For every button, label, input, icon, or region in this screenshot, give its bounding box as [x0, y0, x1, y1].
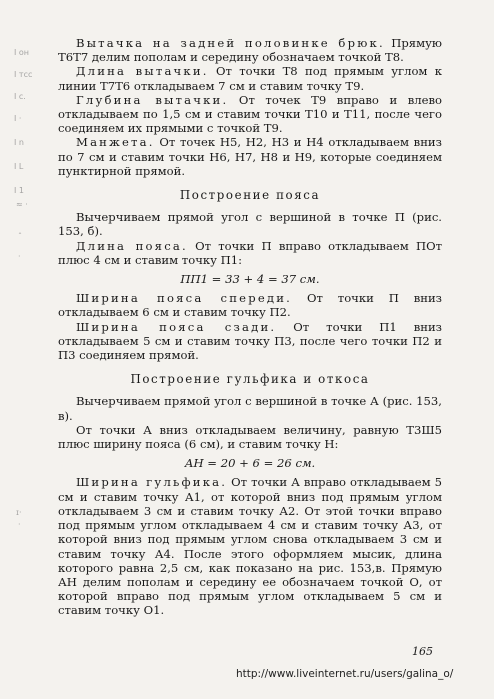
paragraph-fly-width	[58, 475, 442, 617]
paragraph-text: От точки П1 вниз откладываем 5 см и ставим точку П3, после чего точки П2 и П3 соединяем прямой.	[58, 319, 443, 363]
paragraph-text: От точки П вниз откладываем 6 см и ставим точку П2.	[58, 291, 442, 320]
paragraph-lead: Ширина пояса спереди.	[76, 291, 293, 306]
paragraph-text: От точки П вправо откладываем ПОт плюс 4 см и ставим точку П1:	[58, 238, 442, 267]
watermark-url: http://www.liveinternet.ru/users/galina_o/	[236, 668, 454, 680]
margin-mark: I он	[14, 48, 30, 57]
page-number: 165	[412, 645, 433, 658]
margin-mark: ≈ ·	[16, 200, 28, 209]
paragraph-text: От точки А вниз откладываем величину, равную T3Ш5 плюс ширину пояса (6 см), и ставим точку Н:	[58, 422, 442, 452]
paragraph-belt-back-width	[58, 320, 442, 363]
formula-fly-length: АН = 20 + 6 = 26 см.	[184, 456, 316, 471]
paragraph-lead: Длина пояса.	[76, 238, 188, 253]
paragraph-text: Вычерчиваем прямой угол с вершиной в точке П (рис. 153, б).	[58, 210, 442, 239]
paragraph-dart-depth	[58, 93, 442, 136]
paragraph-lead: Глубина вытачки.	[76, 92, 229, 107]
margin-mark: ˆ	[18, 232, 22, 241]
paragraph-fly-down	[58, 423, 442, 451]
margin-mark: I n	[14, 138, 24, 147]
section-heading-fly: Построение гульфика и откоса	[130, 372, 370, 387]
paragraph-text: Прямую T6T7 делим пополам и середину обозначаем точкой T8.	[58, 36, 443, 65]
page-body	[58, 36, 442, 618]
paragraph-lead: Ширина пояса сзади.	[76, 319, 277, 334]
margin-mark: ·	[18, 520, 21, 529]
paragraph-text: Вычерчиваем прямой угол с вершиной в точке А (рис. 153, в).	[58, 394, 442, 423]
paragraph-belt-length	[58, 239, 442, 267]
paragraph-text: От точек T9 вправо и влево откладываем по 1,5 см и ставим точки T10 и T11, после чего соединяем их прямыми с точкой T9.	[58, 92, 443, 136]
formula-belt-length: ПП1 = 33 + 4 = 37 см.	[180, 272, 320, 287]
paragraph-belt-angle	[58, 210, 442, 238]
paragraph-text: От точек H5, H2, H3 и H4 откладываем вниз по 7 см и ставим точки H6, H7, H8 и H9, которые соединяем пунктирной прямой.	[58, 135, 442, 178]
paragraph-text: От точки А вправо откладываем 5 см и ставим точку А1, от которой вниз под прямым углом откладываем 3 см и ставим точку А2. От этой точки вправо под прямым углом откладываем 4 см и ставим точку А3, от которой вниз под прямым углом снова откладываем 3 см и ставим точку А4. После этого оформляем мысик, длина которого равна 2,5 см, как показано на рис. 153,в. Прямую АН делим пополам и середину ее обозначаем точкой О, от которой вправо под прямым углом откладываем 5 см и ставим точку О1.	[58, 475, 442, 618]
paragraph-lead: Длина вытачки.	[76, 64, 209, 79]
paragraph-lead: Манжета.	[76, 135, 155, 150]
margin-mark: I L	[14, 162, 24, 171]
margin-mark: ·	[18, 252, 21, 261]
margin-mark: I 1	[14, 186, 24, 195]
paragraph-lead: Вытачка на задней половинке брюк.	[76, 36, 385, 50]
paragraph-fly-angle	[58, 394, 442, 422]
paragraph-cuff	[58, 135, 442, 178]
paragraph-text: От точки T8 под прямым углом к линии T7T6 откладываем 7 см и ставим точку T9.	[58, 64, 443, 93]
margin-mark: I тсс	[14, 70, 33, 79]
paragraph-lead: Ширина гульфика.	[76, 475, 228, 490]
margin-mark: I с.	[14, 92, 26, 101]
paragraph-belt-front-width	[58, 291, 442, 319]
margin-mark: I ·	[14, 114, 22, 123]
paragraph-dart-length	[58, 64, 442, 92]
section-heading-belt: Построение пояса	[179, 188, 321, 203]
paragraph-back-dart	[58, 36, 442, 64]
margin-mark: ɪ·	[16, 508, 22, 517]
